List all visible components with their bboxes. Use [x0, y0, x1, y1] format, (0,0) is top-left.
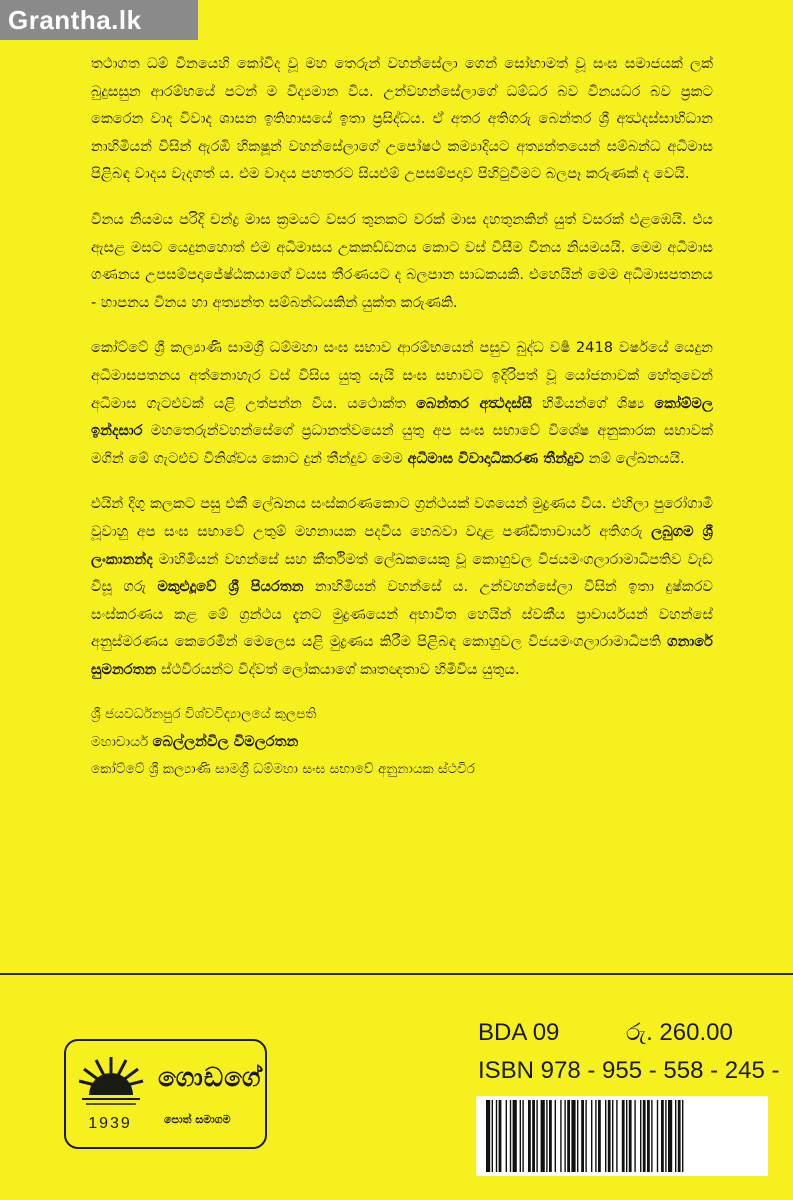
watermark: Grantha.lk [0, 0, 198, 40]
back-cover-text [91, 50, 713, 783]
paragraph-3 [91, 334, 713, 472]
barcode-bar [522, 1100, 523, 1172]
text-run: මාහිමියන් වහන්සේ සහ කීර්තිමත් ලේඛකයෙකු වූ කොහුවල විජයමංගලාරාමාධිපතිව වැඩ විසූ ගරු [91, 550, 713, 596]
barcode-bar [675, 1100, 676, 1172]
barcode-bar [496, 1100, 497, 1172]
text-run: ස්ථවිරයන්ට විද්වත් ලෝකයාගේ කෘතඥතාව හිමිවිය යුතුය. [156, 660, 520, 678]
publisher-name: ගොඩගේ [158, 1063, 262, 1093]
barcode-bar [486, 1100, 490, 1172]
barcode-bar [598, 1100, 601, 1172]
barcode-bar [499, 1100, 502, 1172]
barcode-bar [661, 1100, 664, 1172]
barcode-bar [678, 1100, 681, 1172]
barcode-bar [577, 1100, 578, 1172]
signature-title: මහාචාර්ය [91, 734, 153, 751]
barcode-bar [513, 1100, 517, 1172]
barcode-bar [626, 1100, 627, 1172]
bold-name: ලබුගම ශ්‍රී ලංකානන්ද [91, 522, 713, 568]
signature-position: කෝට්ටේ ශ්‍රී කල්‍යාණි සාමග්‍රී ධම්මහා සංඝ සභාවේ අනුනායක ස්ථවිර [91, 761, 475, 778]
barcode-bar [585, 1100, 586, 1172]
barcode-bar [665, 1100, 666, 1172]
divider [0, 973, 793, 975]
barcode-bar [595, 1100, 596, 1172]
barcode-bar [622, 1100, 625, 1172]
publisher-tagline: පොත් සමාගම [164, 1113, 231, 1126]
barcode-bar [536, 1100, 537, 1172]
text-run: එයින් දිගු කලකට පසු එකී ලේඛනය සංස්කරණකොට ග්‍රන්ථයක් වශයෙන් මුද්‍රණය විය. එහිලා පුරෝගාමී වූවාහු අප සංඝ සභාවේ උතුම් මහනායක පදවිය හෙබවා වදාළ පණ්ඩිතාචාර්ය අතිගරු [91, 495, 713, 540]
signature-affiliation: ශ්‍රී ජයවර්ධනපුර විශ්වවිද්‍යාලයේ කුලපති [91, 706, 317, 723]
barcode-bar [591, 1100, 592, 1172]
barcode-bar [555, 1100, 556, 1172]
barcode-bar [549, 1100, 552, 1172]
text-run: තථාගත ධම් විනයෙහි කෝවිද වූ මහ තෙරුන් වහන්සේලා ගෙන් සෝභාමත් වූ සංඝ සමාජයක් ලක් බුදුසසුන ආරම්භයේ පටන් ම විද්‍යමාන විය. උන්වහන්සේලාගේ ධම්ධර බව විනයධර බව ප්‍රකට කෙරෙන වාද විවාද ශාසන ඉතිහාසයේ ඉතා ප්‍රසිද්ධය. ඒ අතර අතිගරු බෙන්තර ශ්‍රී අත්‍ථදස්සාභිධාන නාහිමියන් විසින් ඇරඹි හිකෂූන් වහන්සේලාගේ උපෝෂථ කම්‍යාදියට අත්‍යන්තයෙන් සම්බන්ධ අධිමාස පිළිබඳ වාදය වැදගත් ය. එම වාදය පහතරට සියළුම් උපසම්පදාව පිහිටුවීමට බලපෑ කරුණක් ද වෙයි. [91, 55, 713, 183]
barcode-bar [567, 1100, 570, 1172]
barcode-bar [541, 1100, 545, 1172]
barcode-bar [581, 1100, 584, 1172]
barcode-bar [560, 1100, 561, 1172]
text-run: කෝට්ටේ ශ්‍රී කල්‍යාණි සාමග්‍රී ධම්මහා සංඝ සභාව ආරම්භයෙන් පසුව බුද්ධ වර්‍ෂ 2418 වර්ෂයේ යෙදුන අධිමාසපතනය අත්නොහැර වස් විසිය යුතු යැයි සංඝ සභාවට ඉදිරිපත් වූ යෝජනාවක් හේතුවෙන් අධිමාස ගැටළුවක් යළි උත්පන්න විය. යථොක්ත [91, 339, 713, 412]
barcode-bar [668, 1100, 672, 1172]
bold-name: මකුළුදූවේ ශ්‍රී පියරතන [157, 578, 304, 596]
barcode-bar [629, 1100, 632, 1172]
signature-name: බෙල්ලන්විල විමලරතන [152, 733, 299, 751]
barcode-bar [612, 1100, 613, 1172]
bold-name: ගනාරේ සුමනරතන [91, 633, 713, 678]
barcode-bar [616, 1100, 617, 1172]
barcode-bar [528, 1100, 531, 1172]
barcode-bar [643, 1100, 646, 1172]
paragraph-4 [91, 490, 713, 683]
isbn: ISBN 978 - 955 - 558 - 245 - [478, 1057, 780, 1084]
barcode-bar [546, 1100, 547, 1172]
text-run: මහතෙරුන්වහන්සේගේ ප්‍රධානත්වයෙන් යුතු අප සංඝ සභාවේ විශේෂ අනුකාරක සභාවක් මගින් මේ ගැටළුව විනිශ්චය කොට දුන් තීන්දුව මෙම [91, 422, 713, 467]
barcode-bar [571, 1100, 575, 1172]
barcode-bar [605, 1100, 606, 1172]
paragraph-1 [91, 50, 713, 188]
book-price: රු. 260.00 [626, 1019, 733, 1046]
barcode-bar [640, 1100, 641, 1172]
bold-name: බෙන්තර අත්‍ථදස්සී [416, 394, 533, 412]
sun-icon [76, 1051, 146, 1111]
bold-name: කෝම්මල ඉන්දසාර [91, 394, 714, 440]
barcode [476, 1096, 768, 1176]
text-run: විනය නියමය පරිදි චන්ද්‍ර මාස ක්‍රමයට වසර තුනකට වරක් මාස දහතුනකින් යුත් වසරක් එළඹෙයි. එය ඇසළ මසට යෙදුනහොත් එම අධිමාසය උකකඩ්ඩනය කොට වස් විසීම විනය නියමයයි. මෙම අධිමාස ගණනය උපසම්පදාජේෂ්ඨකයාගේ වයස තීරණයට ද බලපාන සාධකයකි. එහෙයින් මෙම අධිමාසපතනය - හාපනය විනය හා අත්‍යන්ත සම්බන්ධයකින් යුක්ත කරුණකි. [91, 210, 713, 311]
book-code: BDA 09 [478, 1019, 560, 1046]
barcode-bar [647, 1100, 650, 1172]
bold-name: අධිමාස විවාදාධිකරණ තීන්දුව [407, 449, 585, 467]
barcode-bar [510, 1100, 511, 1172]
publisher-logo [64, 1039, 267, 1149]
text-run: නාහිමියන් වහන්සේ ය. උන්වහන්සේලා විසින් ඉතා දුෂ්කරව සංස්කරණය කළ මේ ග්‍රන්ථය දැනට මුද්‍රණයෙන් අභාවිත හෙයින් ස්වකීය ප්‍රාචාර්යයන් වහන්සේ අනුස්මරණය කෙරෙමින් මෙලෙස යළි මුද්‍රණය කිරීම පිළිබඳ කොහුවල විජයමංගලාරාමාධිපති [91, 578, 714, 651]
paragraph-2 [91, 206, 713, 316]
barcode-bar [564, 1100, 565, 1172]
barcode-bar [492, 1100, 493, 1172]
barcode-bar [608, 1100, 611, 1172]
barcode-bar [520, 1100, 521, 1172]
barcode-bar [657, 1100, 658, 1172]
barcode-bar [506, 1100, 507, 1172]
publisher-year: 1939 [88, 1115, 132, 1132]
barcode-bar [634, 1100, 635, 1172]
signature-name-line [91, 728, 713, 756]
text-run: හිමියන්ගේ ශිෂ්‍ය [532, 394, 655, 412]
barcode-bar [682, 1100, 683, 1172]
text-run: නම් ලේඛනයයි. [584, 449, 685, 467]
barcode-bar [651, 1100, 652, 1172]
barcode-bar [532, 1100, 535, 1172]
signature-block [91, 701, 713, 783]
